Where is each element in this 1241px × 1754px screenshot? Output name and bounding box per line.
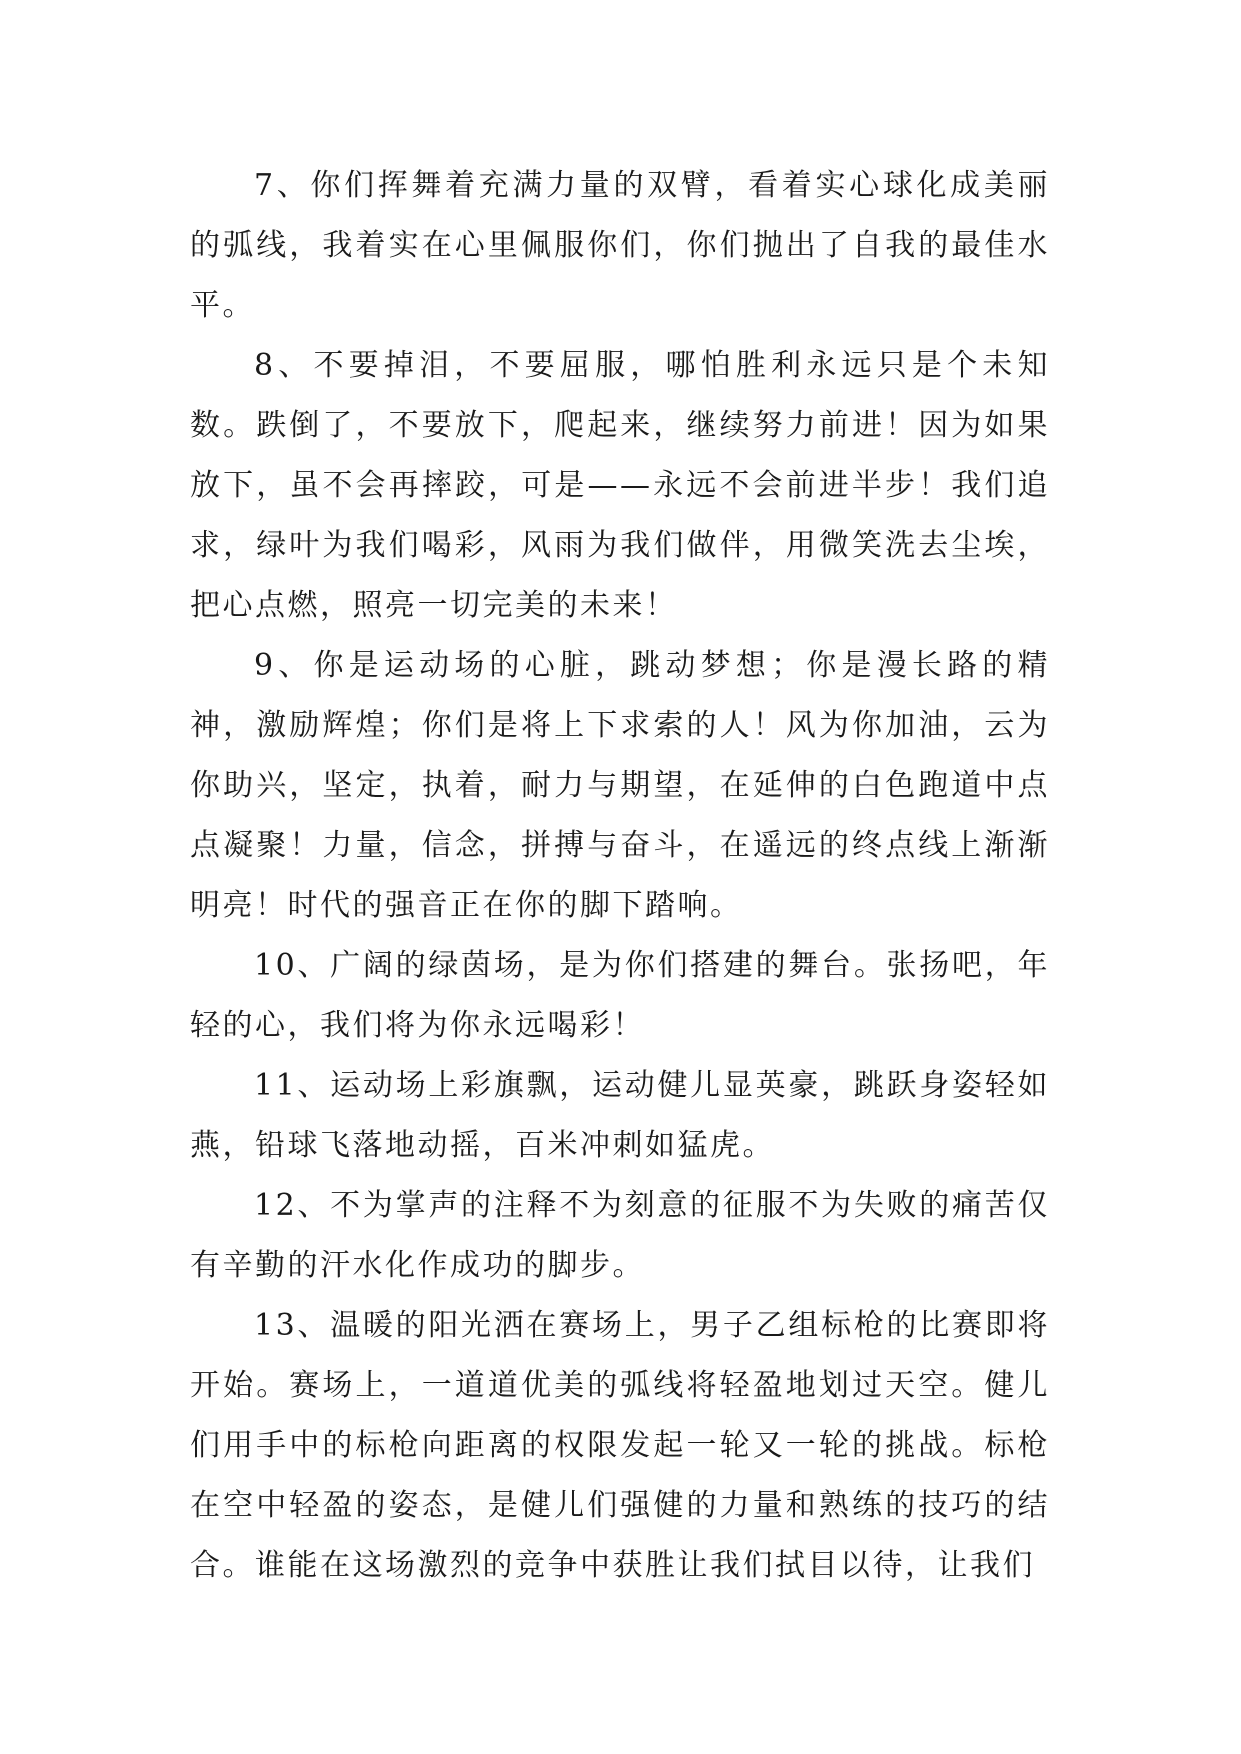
document-body (190, 156, 1050, 1596)
paragraph-12: 12、不为掌声的注释不为刻意的征服不为失败的痛苦仅有辛勤的汗水化作成功的脚步。 (190, 1188, 1050, 1283)
paragraph-10: 10、广阔的绿茵场，是为你们搭建的舞台。张扬吧，年轻的心，我们将为你永远喝彩！ (190, 948, 1050, 1043)
paragraph-8: 8、不要掉泪，不要屈服，哪怕胜利永远只是个未知数。跌倒了，不要放下，爬起来，继续努力前进！因为如果放下，虽不会再摔跤，可是——永远不会前进半步！我们追求，绿叶为我们喝彩，风雨为我们做伴，用微笑洗去尘埃，把心点燃，照亮一切完美的未来！ (190, 348, 1050, 623)
paragraph-7: 7、你们挥舞着充满力量的双臂，看着实心球化成美丽的弧线，我着实在心里佩服你们，你们抛出了自我的最佳水平。 (190, 168, 1050, 323)
paragraph-11: 11、运动场上彩旗飘，运动健儿显英豪，跳跃身姿轻如燕，铅球飞落地动摇，百米冲刺如猛虎。 (190, 1068, 1050, 1163)
paragraph-9: 9、你是运动场的心脏，跳动梦想；你是漫长路的精神，激励辉煌；你们是将上下求索的人！风为你加油，云为你助兴，坚定，执着，耐力与期望，在延伸的白色跑道中点点凝聚！力量，信念，拼搏与奋斗，在遥远的终点线上渐渐明亮！时代的强音正在你的脚下踏响。 (190, 648, 1050, 923)
paragraph-13: 13、温暖的阳光洒在赛场上，男子乙组标枪的比赛即将开始。赛场上，一道道优美的弧线将轻盈地划过天空。健儿们用手中的标枪向距离的权限发起一轮又一轮的挑战。标枪在空中轻盈的姿态，是健儿们强健的力量和熟练的技巧的结合。谁能在这场激烈的竞争中获胜让我们拭目以待，让我们 (190, 1308, 1050, 1583)
